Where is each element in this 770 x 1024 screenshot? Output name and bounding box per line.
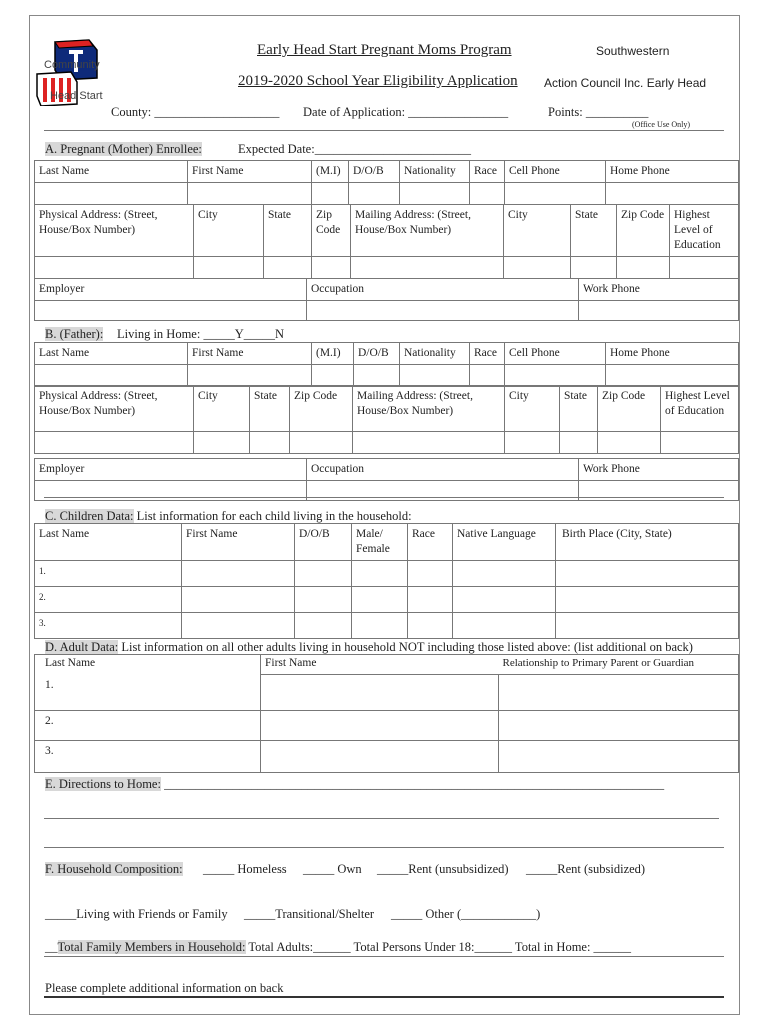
a-occupation-label: Occupation — [307, 279, 579, 301]
a-cell-phone-label: Cell Phone — [505, 161, 606, 183]
c-gender-header: Male/ Female — [352, 524, 408, 561]
transitional-shelter-option[interactable]: _____Transitional/Shelter — [244, 907, 375, 921]
a-dob-input[interactable] — [349, 183, 400, 205]
a-mail-zip-input[interactable] — [617, 257, 670, 279]
b-last-name-label: Last Name — [35, 343, 188, 365]
a-mail-state-input[interactable] — [571, 257, 617, 279]
c-first-name-cell[interactable] — [182, 587, 295, 613]
c-race-header: Race — [408, 524, 453, 561]
section-a-name-table — [34, 160, 739, 205]
section-a-employer-table — [34, 278, 739, 321]
section-b-rule — [44, 497, 724, 498]
section-b-name-table — [34, 342, 739, 387]
directions-line-3[interactable] — [44, 847, 724, 848]
form-subtitle: 2019-2020 School Year Eligibility Application — [238, 73, 518, 89]
table-row — [35, 587, 739, 613]
county-field[interactable]: County: ____________________ — [111, 105, 280, 119]
b-mail-city-label: City — [505, 386, 560, 432]
section-f-title: F. Household Composition: — [45, 862, 183, 876]
a-cell-phone-input[interactable] — [505, 183, 606, 205]
a-mailing-address-input[interactable] — [351, 257, 504, 279]
b-cell-phone-label: Cell Phone — [505, 343, 606, 365]
d-first-name-header: First Name — [261, 655, 499, 675]
b-first-name-input[interactable] — [188, 365, 312, 387]
d-row-number[interactable]: 3. — [35, 741, 261, 773]
b-city-label: City — [194, 386, 250, 432]
d-row-number[interactable]: 1. — [35, 675, 261, 711]
c-dob-header: D/O/B — [295, 524, 352, 561]
b-mail-zip-input[interactable] — [598, 432, 661, 454]
b-home-phone-input[interactable] — [606, 365, 739, 387]
d-row-number[interactable]: 2. — [35, 711, 261, 741]
footer-note: Please complete additional information on back — [45, 981, 284, 995]
a-physical-address-input[interactable] — [35, 257, 194, 279]
section-d-title: D. Adult Data: List information on all other adults living in household NOT including those listed above: (list additional on back) — [45, 640, 693, 654]
section-e-title: E. Directions to Home: ________________________________________________________________________________ — [45, 777, 665, 791]
table-row — [35, 561, 739, 587]
a-city-label: City — [194, 205, 264, 257]
header-rule — [44, 130, 724, 131]
c-gender-cell[interactable] — [352, 561, 408, 587]
a-education-label: Highest Level of Education — [670, 205, 739, 257]
other-option[interactable]: _____ Other (____________) — [391, 907, 541, 921]
d-last-name-header: Last Name — [35, 655, 261, 675]
b-physical-address-label: Physical Address: (Street, House/Box Number) — [35, 386, 194, 432]
b-mail-state-input[interactable] — [560, 432, 598, 454]
b-mailing-address-label: Mailing Address: (Street, House/Box Number) — [353, 386, 505, 432]
a-first-name-label: First Name — [188, 161, 312, 183]
a-employer-input[interactable] — [35, 301, 307, 321]
logo-text-bottom: Head Start — [50, 90, 103, 102]
children-table — [34, 523, 739, 639]
a-home-phone-label: Home Phone — [606, 161, 739, 183]
total-family-members: __Total Family Members in Household: Total Adults:______ Total Persons Under 18:______ Total in Home: ______ — [45, 940, 632, 954]
c-language-header: Native Language — [453, 524, 556, 561]
c-first-name-cell[interactable] — [182, 561, 295, 587]
d-relationship-header: Relationship to Primary Parent or Guardian — [499, 655, 739, 675]
footer-rule — [44, 996, 724, 998]
d-first-name-cell[interactable] — [261, 675, 499, 711]
a-mail-city-label: City — [504, 205, 571, 257]
d-first-name-cell[interactable] — [261, 711, 499, 741]
b-city-input[interactable] — [194, 432, 250, 454]
office-use-note: (Office Use Only) — [632, 120, 691, 129]
c-race-cell[interactable] — [408, 587, 453, 613]
section-b-address-table — [34, 385, 739, 454]
a-mi-label: (M.I) — [312, 161, 349, 183]
points-field[interactable]: Points: __________ — [548, 105, 649, 119]
living-in-home-field[interactable]: Living in Home: _____Y_____N — [117, 327, 285, 341]
b-mail-city-input[interactable] — [505, 432, 560, 454]
date-of-application-field[interactable]: Date of Application: ________________ — [303, 105, 509, 119]
b-first-name-label: First Name — [188, 343, 312, 365]
b-home-phone-label: Home Phone — [606, 343, 739, 365]
form-title: Early Head Start Pregnant Moms Program — [257, 42, 512, 58]
c-language-cell[interactable] — [453, 613, 556, 639]
section-a-address-table — [34, 204, 739, 279]
directions-field[interactable]: ________________________________________________________________________________ — [160, 777, 665, 791]
c-first-name-cell[interactable] — [182, 613, 295, 639]
a-mailing-address-label: Mailing Address: (Street, House/Box Number) — [351, 205, 504, 257]
c-dob-cell[interactable] — [295, 561, 352, 587]
b-last-name-input[interactable] — [35, 365, 188, 387]
d-relationship-cell[interactable] — [499, 741, 739, 773]
c-row-number[interactable]: 3. — [35, 613, 182, 639]
a-mail-state-label: State — [571, 205, 617, 257]
a-mail-city-input[interactable] — [504, 257, 571, 279]
d-relationship-cell[interactable] — [499, 675, 739, 711]
a-nationality-input[interactable] — [400, 183, 470, 205]
living-with-friends-option[interactable]: _____Living with Friends or Family — [45, 907, 228, 921]
b-race-input[interactable] — [470, 365, 505, 387]
b-state-input[interactable] — [250, 432, 290, 454]
c-birthplace-cell[interactable] — [556, 587, 739, 613]
a-home-phone-input[interactable] — [606, 183, 739, 205]
section-b-title: B. (Father): — [45, 327, 104, 341]
d-relationship-cell[interactable] — [499, 711, 739, 741]
b-mail-state-label: State — [560, 386, 598, 432]
totals-fields[interactable]: Total Adults:______ Total Persons Under 18:______ Total in Home: ______ — [245, 940, 632, 954]
c-language-cell[interactable] — [453, 587, 556, 613]
own-option[interactable]: _____ Own — [303, 862, 362, 876]
b-nationality-label: Nationality — [400, 343, 470, 365]
rent-subsidized-option[interactable]: _____Rent (subsidized) — [526, 862, 646, 876]
b-dob-input[interactable] — [354, 365, 400, 387]
b-employer-label: Employer — [35, 459, 307, 481]
a-work-phone-label: Work Phone — [579, 279, 739, 301]
c-gender-cell[interactable] — [352, 587, 408, 613]
c-race-cell[interactable] — [408, 561, 453, 587]
b-mailing-address-input[interactable] — [353, 432, 505, 454]
c-birthplace-cell[interactable] — [556, 613, 739, 639]
b-education-label: Highest Level of Education — [661, 386, 739, 432]
b-cell-phone-input[interactable] — [505, 365, 606, 387]
c-dob-cell[interactable] — [295, 587, 352, 613]
a-mail-zip-label: Zip Code — [617, 205, 670, 257]
c-race-cell[interactable] — [408, 613, 453, 639]
a-last-name-input[interactable] — [35, 183, 188, 205]
logo-text-top: Community — [44, 59, 100, 71]
a-zip-input[interactable] — [312, 257, 351, 279]
a-mi-input[interactable] — [312, 183, 349, 205]
b-dob-label: D/O/B — [354, 343, 400, 365]
a-work-phone-input[interactable] — [579, 301, 739, 321]
c-dob-cell[interactable] — [295, 613, 352, 639]
a-last-name-label: Last Name — [35, 161, 188, 183]
a-race-label: Race — [470, 161, 505, 183]
a-employer-label: Employer — [35, 279, 307, 301]
d-first-name-cell[interactable] — [261, 741, 499, 773]
b-work-phone-label: Work Phone — [579, 459, 739, 481]
a-city-input[interactable] — [194, 257, 264, 279]
section-a-title: A. Pregnant (Mother) Enrollee: — [45, 142, 202, 156]
b-physical-address-input[interactable] — [35, 432, 194, 454]
table-row — [35, 613, 739, 639]
a-occupation-input[interactable] — [307, 301, 579, 321]
a-zip-label: Zip Code — [312, 205, 351, 257]
totals-rule — [44, 956, 724, 957]
c-language-cell[interactable] — [453, 561, 556, 587]
b-zip-label: Zip Code — [290, 386, 353, 432]
a-education-input[interactable] — [670, 257, 739, 279]
a-race-input[interactable] — [470, 183, 505, 205]
c-last-name-header: Last Name — [35, 524, 182, 561]
b-nationality-input[interactable] — [400, 365, 470, 387]
a-physical-address-label: Physical Address: (Street, House/Box Number) — [35, 205, 194, 257]
c-birthplace-cell[interactable] — [556, 561, 739, 587]
b-occupation-label: Occupation — [307, 459, 579, 481]
adults-table — [34, 654, 739, 773]
section-b-employer-table — [34, 458, 739, 501]
c-row-number[interactable]: 2. — [35, 587, 182, 613]
a-state-input[interactable] — [264, 257, 312, 279]
c-first-name-header: First Name — [182, 524, 295, 561]
a-first-name-input[interactable] — [188, 183, 312, 205]
a-state-label: State — [264, 205, 312, 257]
directions-line-2[interactable] — [44, 818, 719, 819]
org-line2: Action Council Inc. Early Head — [544, 76, 707, 90]
b-mail-zip-label: Zip Code — [598, 386, 661, 432]
expected-date-field[interactable]: Expected Date:_________________________ — [238, 142, 471, 156]
b-mi-input[interactable] — [312, 365, 354, 387]
b-zip-input[interactable] — [290, 432, 353, 454]
b-race-label: Race — [470, 343, 505, 365]
b-education-input[interactable] — [661, 432, 739, 454]
a-nationality-label: Nationality — [400, 161, 470, 183]
homeless-option[interactable]: _____ Homeless — [203, 862, 287, 876]
rent-unsubsidized-option[interactable]: _____Rent (unsubsidized) — [377, 862, 509, 876]
section-c-title: C. Children Data: List information for each child living in the household: — [45, 509, 412, 523]
c-birthplace-header: Birth Place (City, State) — [556, 524, 739, 561]
c-row-number[interactable]: 1. — [35, 561, 182, 587]
a-dob-label: D/O/B — [349, 161, 400, 183]
c-gender-cell[interactable] — [352, 613, 408, 639]
b-state-label: State — [250, 386, 290, 432]
org-line1: Southwestern — [596, 44, 670, 58]
b-mi-label: (M.I) — [312, 343, 354, 365]
